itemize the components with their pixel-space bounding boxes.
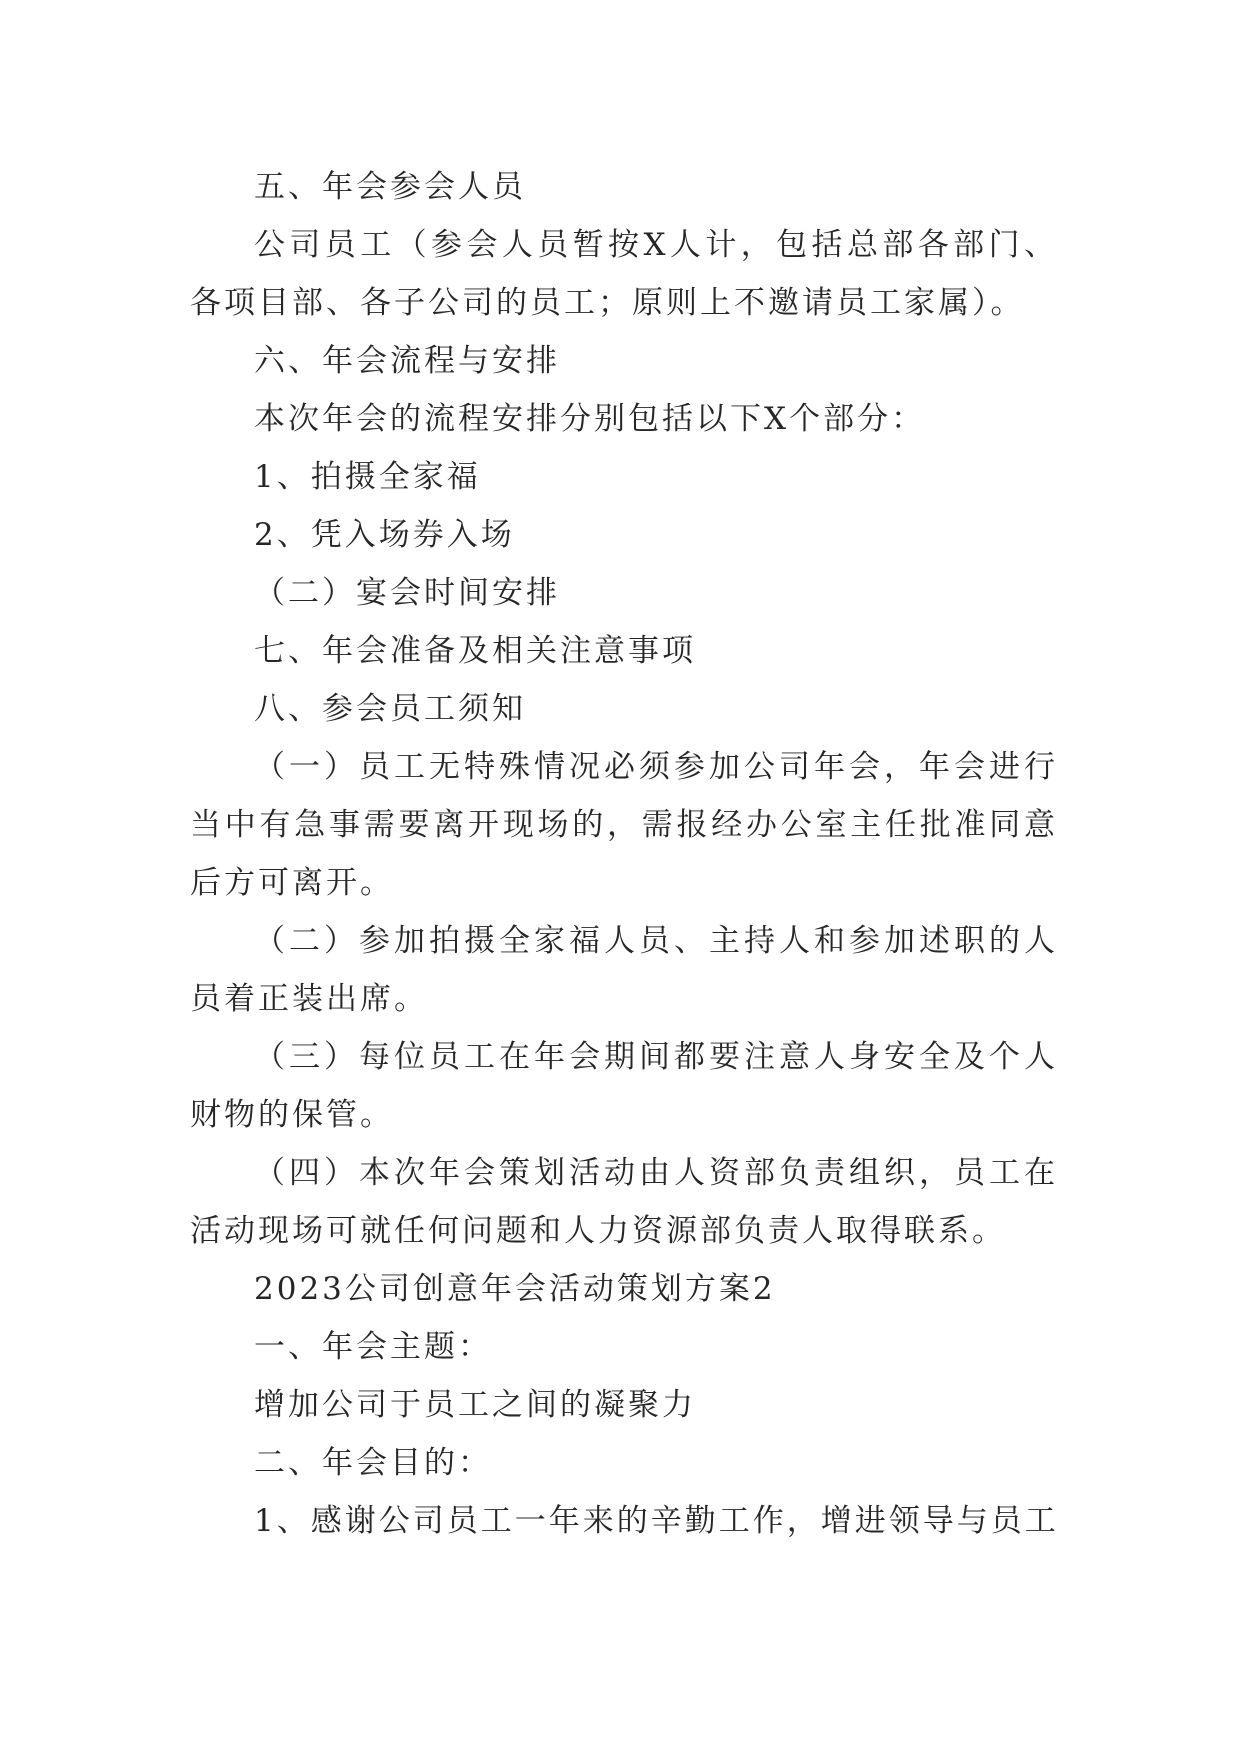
section-heading-attendees: 五、年会参会人员 — [254, 169, 526, 205]
plan-title-2: 2023公司创意年会活动策划方案2 — [254, 1271, 776, 1307]
document-body — [190, 158, 1058, 1550]
section-heading-purpose: 二、年会目的： — [254, 1445, 492, 1481]
paragraph-process-intro: 本次年会的流程安排分别包括以下X个部分： — [254, 401, 926, 437]
paragraph-notice-4: （四）本次年会策划活动由人资部负责组织，员工在活动现场可就任何问题和人力资源部负责人取得联系。 — [190, 1155, 1058, 1249]
section-heading-process: 六、年会流程与安排 — [254, 343, 560, 379]
section-heading-preparation: 七、年会准备及相关注意事项 — [254, 633, 696, 669]
list-item-family-photo: 1、拍摄全家福 — [254, 459, 481, 495]
paragraph-notice-1: （一）员工无特殊情况必须参加公司年会，年会进行当中有急事需要离开现场的，需报经办公室主任批准同意后方可离开。 — [190, 749, 1058, 901]
section-heading-theme: 一、年会主题： — [254, 1329, 492, 1365]
paragraph-notice-2: （二）参加拍摄全家福人员、主持人和参加述职的人员着正装出席。 — [190, 923, 1058, 1017]
paragraph-theme: 增加公司于员工之间的凝聚力 — [254, 1387, 696, 1423]
list-item-entry: 2、凭入场券入场 — [254, 517, 515, 553]
subheading-banquet-schedule: （二）宴会时间安排 — [254, 575, 560, 611]
paragraph-purpose-1: 1、感谢公司员工一年来的辛勤工作，增进领导与员工 — [254, 1503, 1059, 1539]
paragraph-attendees: 公司员工（参会人员暂按X人计，包括总部各部门、各项目部、各子公司的员工；原则上不邀请员工家属）。 — [190, 227, 1058, 321]
paragraph-notice-3: （三）每位员工在年会期间都要注意人身安全及个人财物的保管。 — [190, 1039, 1058, 1133]
section-heading-notice: 八、参会员工须知 — [254, 691, 526, 727]
